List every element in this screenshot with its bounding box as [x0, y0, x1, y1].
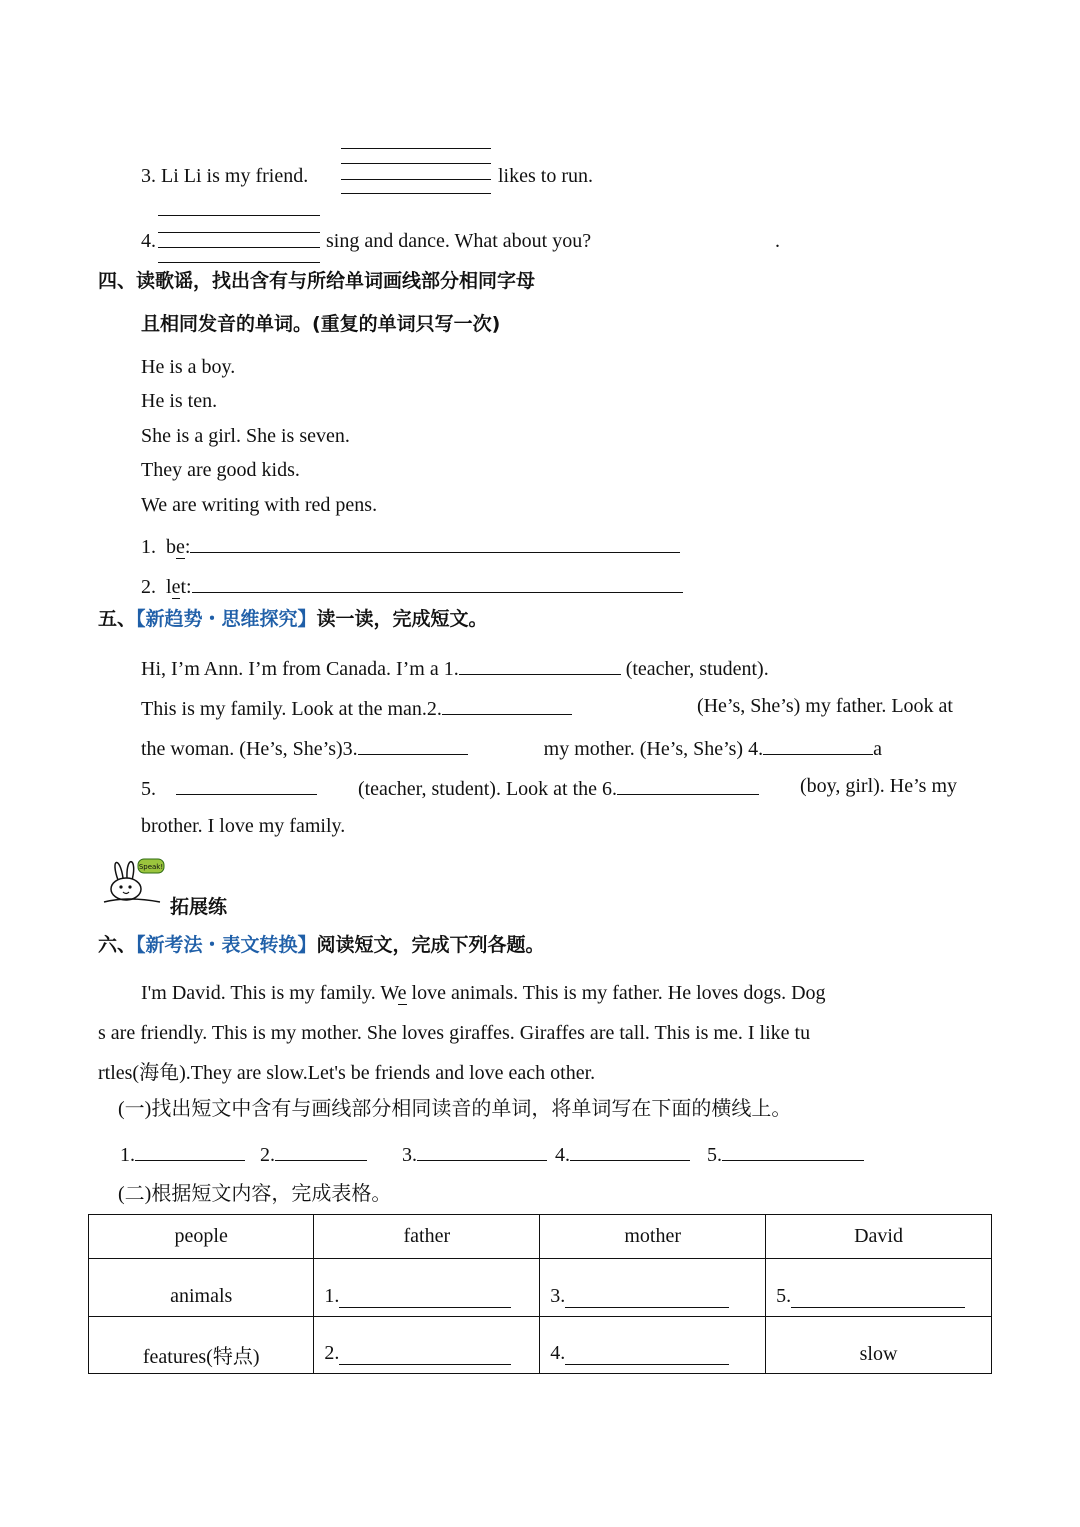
david-feature-cell: slow [766, 1317, 992, 1374]
passage5-line4: 5. (teacher, student). Look at the 6. (boy, girl). He’s my [141, 775, 957, 800]
blank-3[interactable] [358, 736, 468, 755]
section4-q1: 1. be: [141, 534, 680, 557]
sound-blank-4: 4. [555, 1142, 690, 1165]
sound-answer-1[interactable] [135, 1142, 245, 1161]
blank-6[interactable] [617, 776, 759, 795]
item3-prefix: 3. Li Li is my friend. [141, 165, 309, 187]
section4-heading-line1: 四、读歌谣，找出含有与所给单词画线部分相同字母 [98, 270, 536, 292]
table-answer-cell[interactable]: 5. [766, 1259, 992, 1317]
sound-answer-2[interactable] [275, 1142, 367, 1161]
q1-word: be [166, 536, 185, 558]
q1-number: 1. [141, 536, 156, 558]
section6-tag: 【新考法・表文转换】 [136, 934, 317, 956]
answer-line [158, 232, 320, 233]
extension-label: 拓展练 [170, 896, 228, 918]
row-label-animals: animals [89, 1259, 314, 1317]
blank-5[interactable] [176, 776, 317, 795]
q2-word: let [166, 576, 187, 598]
table-header-cell: father [314, 1215, 540, 1259]
blank-1[interactable] [459, 656, 621, 675]
answer-line[interactable] [158, 247, 320, 248]
passage6-line1: I'm David. This is my family. We love animals. This is my father. He loves dogs. Dog [141, 982, 826, 1004]
subquestion1: (一)找出短文中含有与画线部分相同读音的单词，将单词写在下面的横线上。 [118, 1098, 792, 1120]
sound-answer-5[interactable] [722, 1142, 864, 1161]
info-table [88, 1214, 992, 1374]
sound-answer-4[interactable] [570, 1142, 690, 1161]
rhyme-line: They are good kids. [141, 459, 300, 481]
sound-answer-3[interactable] [417, 1142, 547, 1161]
answer-line[interactable] [341, 179, 491, 180]
q1-answer-blank[interactable] [190, 534, 680, 553]
answer-line [341, 193, 491, 194]
answer-line [341, 148, 491, 149]
table-row [89, 1259, 992, 1317]
table-header-cell: David [766, 1215, 992, 1259]
item3-suffix: likes to run. [498, 165, 593, 187]
sound-blank-1: 1. [120, 1142, 245, 1165]
answer-line [158, 215, 320, 216]
sound-blank-3: 3. [402, 1142, 547, 1165]
table-row [89, 1215, 992, 1259]
table-answer-cell[interactable]: 2. [314, 1317, 540, 1374]
table-header-cell: people [89, 1215, 314, 1259]
table-answer-cell[interactable]: 3. [540, 1259, 766, 1317]
table-header-cell: mother [540, 1215, 766, 1259]
table-answer-cell[interactable]: 1. [314, 1259, 540, 1317]
passage6-line2: s are friendly. This is my mother. She loves giraffes. Giraffes are tall. This is me. I like tu [98, 1022, 811, 1044]
subquestion2: (二)根据短文内容，完成表格。 [118, 1183, 392, 1205]
rhyme-line: We are writing with red pens. [141, 494, 378, 516]
passage5-line2: This is my family. Look at the man.2. (He’s, She’s) my father. Look at [141, 695, 953, 720]
rhyme-line: He is a boy. [141, 356, 236, 378]
item4-end-mark: . [775, 230, 780, 252]
blank-4[interactable] [763, 736, 873, 755]
rabbit-mascot-icon [100, 854, 168, 904]
passage6-line3: rtles(海龟).They are slow.Let's be friends and love each other. [98, 1062, 596, 1084]
passage5-line1: Hi, I’m Ann. I’m from Canada. I’m a 1. (teacher, student). [141, 658, 769, 680]
passage5-line3: the woman. (He’s, She’s)3. my mother. (He’s, She’s) 4. a [141, 738, 882, 760]
section4-heading-line2: 且相同发音的单词。(重复的单词只写一次) [141, 313, 501, 335]
answer-line [158, 262, 320, 263]
q2-number: 2. [141, 576, 156, 598]
speak-badge-text: Speak! [138, 863, 164, 871]
sound-blank-2: 2. [260, 1142, 367, 1165]
rhyme-line: He is ten. [141, 390, 218, 412]
row-label-features: features(特点) [89, 1317, 314, 1374]
q2-answer-blank[interactable] [192, 574, 683, 593]
item4-suffix: sing and dance. What about you? [326, 230, 592, 252]
item4-prefix: 4. [141, 230, 156, 252]
section5-tag: 【新趋势・思维探究】 [136, 608, 317, 630]
table-row [89, 1317, 992, 1374]
section6-heading: 六、【新考法・表文转换】阅读短文，完成下列各题。 [98, 934, 545, 956]
section4-q2: 2. let: [141, 574, 683, 597]
table-answer-cell[interactable]: 4. [540, 1317, 766, 1374]
sound-blank-5: 5. [707, 1142, 864, 1165]
rhyme-line: She is a girl. She is seven. [141, 425, 350, 447]
answer-line [341, 163, 491, 164]
passage5-line5: brother. I love my family. [141, 815, 346, 837]
blank-2[interactable] [442, 696, 572, 715]
section5-heading: 五、【新趋势・思维探究】读一读，完成短文。 [98, 608, 488, 630]
